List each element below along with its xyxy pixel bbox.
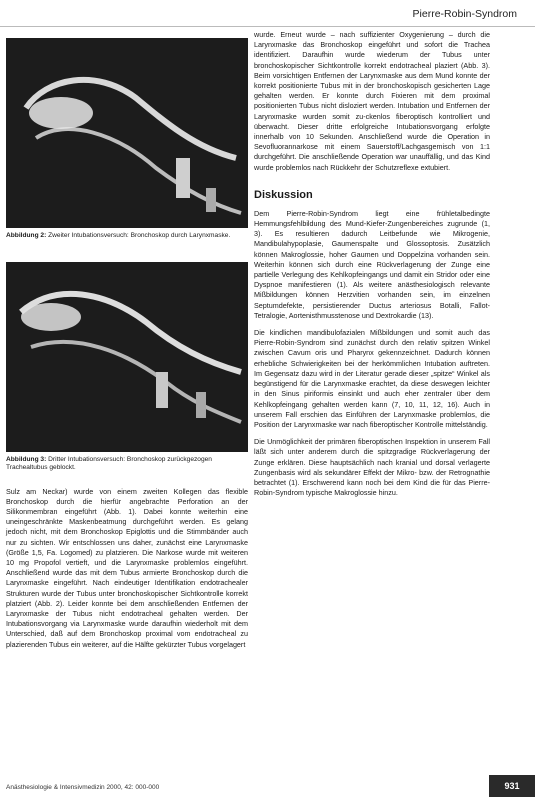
right-body-paragraph: wurde. Erneut wurde – nach suffizienter Oxygenierung – durch die Larynxmaske das Bronchoskop eingeführt und sofort die Trachea identifiziert. Daraufhin wurde wiederum der Tubus unter bronchoskopischer Sichtkontrolle korrekt endotracheal plaziert (Abb. 3). Beim vorsichtigen Entfernen der Larynxmaske aus dem Mund konnte der korrekt positionierte Tubus mit in der bronchoskopisch gesicherten Lage gehalten werden. Er konnte durch Fixieren mit dem proximal positionierten Tubus nicht disloziert werden. Intubation und Entfernen der Larynxmaske wurden somit zu-ckenlos fiberoptisch kontrolliert und überwacht. Dieser dritte erfolgreiche Intubationsvorgang erfolgte innerhalb von 10 Sekunden. Anschließend wurde die Operation in Sevofluorannarkose mit einem Sauerstoff/Lachgasgemisch von 1:1 durchgeführt. Die anschließende Operation war unauffällig, und das Kind wurde problemlos nach Rückkehr der Schutzreflexe extubiert. [254, 30, 490, 172]
left-body-paragraph: Sulz am Neckar) wurde von einem zweiten Kollegen das flexible Bronchoskop durch die hierfür angebrachte Perforation an der Silikonmembran eingeführt (Abb. 1). Dabei konnte weiterhin eine uneingeschränkte Maskenbeatmung durchgeführt werden. Es gelang jedoch nicht, mit dem Bronchoskop Epiglottis und die Stimmbänder auch nur zu sichten. Wir entschlossen uns daher, zunächst eine Larynxmaske (Größe 1,5, Fa. Logomed) zu platzieren. Die Narkose wurde mit weiteren 10 mg Propofol vertieft, und die Larynxmaske problemlos eingeführt. Anschließend wurde das mit dem Tubus armierte Bronchoskop durch die Larynxmaske eingeführt. Nach eindeutiger Identifikation endotrachealer Strukturen wurde der Tubus unter bronchoskopischer Sichtkontrolle korrekt platziert (Abb. 2). Leider konnte bei dem anschließenden Entfernen der Larynxmaske der Tubus nicht endotracheal gehalten werden. Der Intubationsvorgang via Larynxmaske wurde daraufhin wiederholt mit dem Unterschied, daß auf dem Bronchoskop proximal vom endotracheal zu plazierenden Tubus ein weiterer, auf die Hälfte gekürzter Tubus vorgelagert [6, 486, 248, 649]
figure-3-text: Dritter Intubationsversuch: Bronchoskop zurückgezogen Trachealtubus geblockt. [6, 456, 212, 472]
page-number: 931 [489, 775, 535, 797]
journal-footer: Anästhesiologie & Intensivmedizin 2000, 42: 000-000 [6, 784, 160, 791]
figure-2-label: Abbildung 2: [6, 232, 47, 239]
figure-3-image [6, 262, 248, 452]
section-heading: Diskussion [254, 188, 313, 201]
figure-3-photo [6, 262, 248, 452]
right-column [254, 30, 490, 505]
left-column [6, 38, 248, 650]
figure-2-image [6, 38, 248, 228]
figure-2-caption [6, 232, 248, 240]
discussion-paragraph: Dem Pierre-Robin-Syndrom liegt eine frühletalbedingte Hemmungsfehlbildung des Mund-Kiefer-Zungenbereiches zugrunde (1, 3). Es resultieren dadurch Leitbefunde wie Mikrogenie, Mandibulahypoplasie, Gaumenspalte und Glossoptosis. Zusätzlich können Makroglossie, hoher Gaumen und Doppelzina vorhanden sein. Weiterhin können sich durch eine Rückverlagerung der Zunge eine partielle Verlegung des Kehlkopfeingangs und damit ein Stridor oder eine Dyspnoe manifestieren (1). Als weitere anästhesiologisch relevante Mißbildungen können Herzvitien vorhanden sein, im einzelnen Septumdefekte, persistierender Ductus arteriosus Botalli, Fallot-Tetralogie, Aortenisthmusstenose und Dextrokardie (13). [254, 208, 490, 320]
header-divider [0, 26, 535, 27]
discussion-paragraph: Die kindlichen mandibulofazialen Mißbildungen und somit auch das Pierre-Robin-Syndrom sind zunächst durch den relativ spitzen Winkel zwischen Cavum oris und Pharynx gekennzeichnet. Dadurch können erhebliche Schwierigkeiten bei der herkömmlichen Intubation auftreten. Im Gegensatz dazu wird in der Literatur gerade dieser „spitze“ Winkel als begünstigend für die Larynxmaske erachtet, da diese deswegen leichter in den Sinus piriformis einsinkt und auch eher zentraler über dem Kehlkopfeingang gehalten werden kann (7, 10, 11, 12, 16). Auch in unserem Fall erschien das Einführen der Larynxmaske problemlos, die Position der Larynxmaske war nach fiberoptischer Kontrolle mittelständig. [254, 328, 490, 429]
figure-2-text: Zweiter Intubationsversuch: Bronchoskop durch Larynxmaske. [48, 232, 231, 239]
running-title: Pierre-Robin-Syndrom [412, 8, 517, 20]
figure-3-label: Abbildung 3: [6, 456, 47, 464]
figure-2-photo [6, 38, 248, 228]
figure-3-caption [6, 456, 248, 472]
discussion-paragraph: Die Unmöglichkeit der primären fiberoptischen Inspektion in unserem Fall läßt sich unter anderem durch die spitzgradige Rückverlagerung der Zunge erklären. Diese hauptsächlich nach kranial und dorsal verlagerte Zungenbasis wird als sekundärer Effekt der Mikro- bzw. der Retrognathie betrachtet (1). Erschwerend kann noch bei dem Kind die für das Pierre-Robin-Syndrom typische Makroglossie hinzu. [254, 437, 490, 498]
